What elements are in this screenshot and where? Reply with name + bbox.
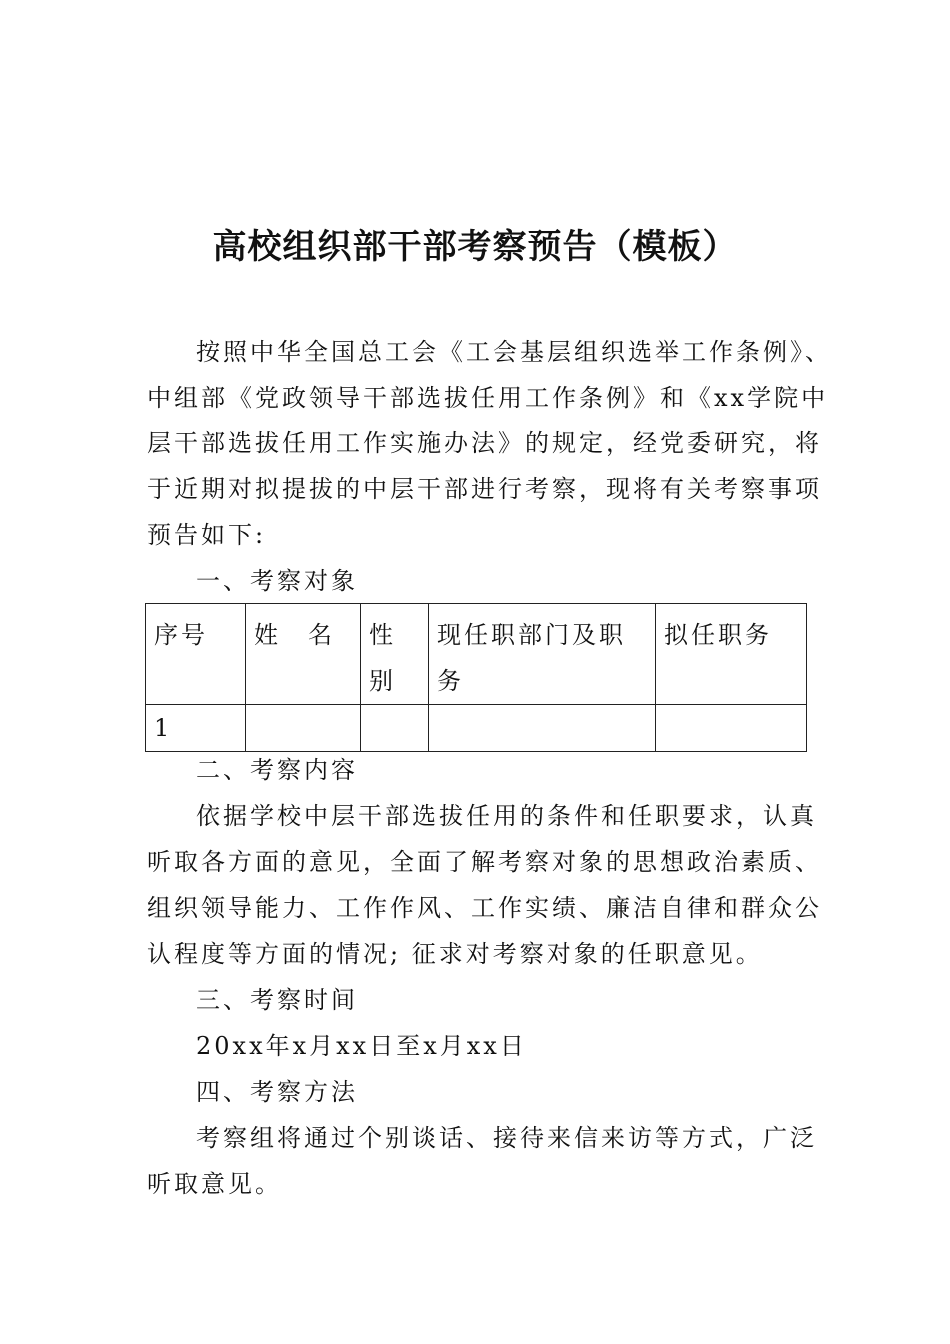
intro-line: 于近期对拟提拔的中层干部进行考察，现将有关考察事项 (147, 475, 822, 503)
table-header-row (146, 604, 807, 705)
table-cell (429, 705, 656, 752)
section-heading-method: 四、考察方法 (196, 1078, 358, 1106)
method-line: 听取意见。 (147, 1170, 282, 1198)
exam-date: 20xx年x月xx日至x月xx日 (196, 1032, 527, 1060)
table-cell (656, 705, 807, 752)
header-cell-current-position: 现任职部门及职务 (429, 604, 656, 705)
header-cell-name: 姓 名 (246, 604, 361, 705)
intro-line: 预告如下: (147, 521, 267, 549)
method-line: 考察组将通过个别谈话、接待来信来访等方式，广泛 (196, 1124, 817, 1152)
header-cell-index: 序号 (146, 604, 246, 705)
table-cell (361, 705, 429, 752)
section-heading-time: 三、考察时间 (196, 986, 358, 1014)
page-title: 高校组织部干部考察预告（模板） (212, 227, 738, 267)
intro-line: 按照中华全国总工会《工会基层组织选举工作条例》、 (196, 338, 832, 366)
content-line: 认程度等方面的情况; 征求对考察对象的任职意见。 (147, 940, 763, 968)
intro-line: 中组部《党政领导干部选拔任用工作条例》和《xx学院中 (147, 384, 829, 412)
candidate-table (145, 603, 807, 752)
header-cell-proposed-position: 拟任职务 (656, 604, 807, 705)
content-line: 依据学校中层干部选拔任用的条件和任职要求，认真 (196, 802, 817, 830)
content-line: 组织领导能力、工作作风、工作实绩、廉洁自律和群众公 (147, 894, 822, 922)
header-cell-gender: 性 别 (361, 604, 429, 705)
table-cell (246, 705, 361, 752)
section-heading-content: 二、考察内容 (196, 756, 358, 784)
intro-line: 层干部选拔任用工作实施办法》的规定，经党委研究，将 (147, 429, 822, 457)
content-line: 听取各方面的意见，全面了解考察对象的思想政治素质、 (147, 848, 822, 876)
section-heading-targets: 一、考察对象 (196, 567, 358, 595)
table-row (146, 705, 807, 752)
table-cell: 1 (146, 705, 246, 752)
